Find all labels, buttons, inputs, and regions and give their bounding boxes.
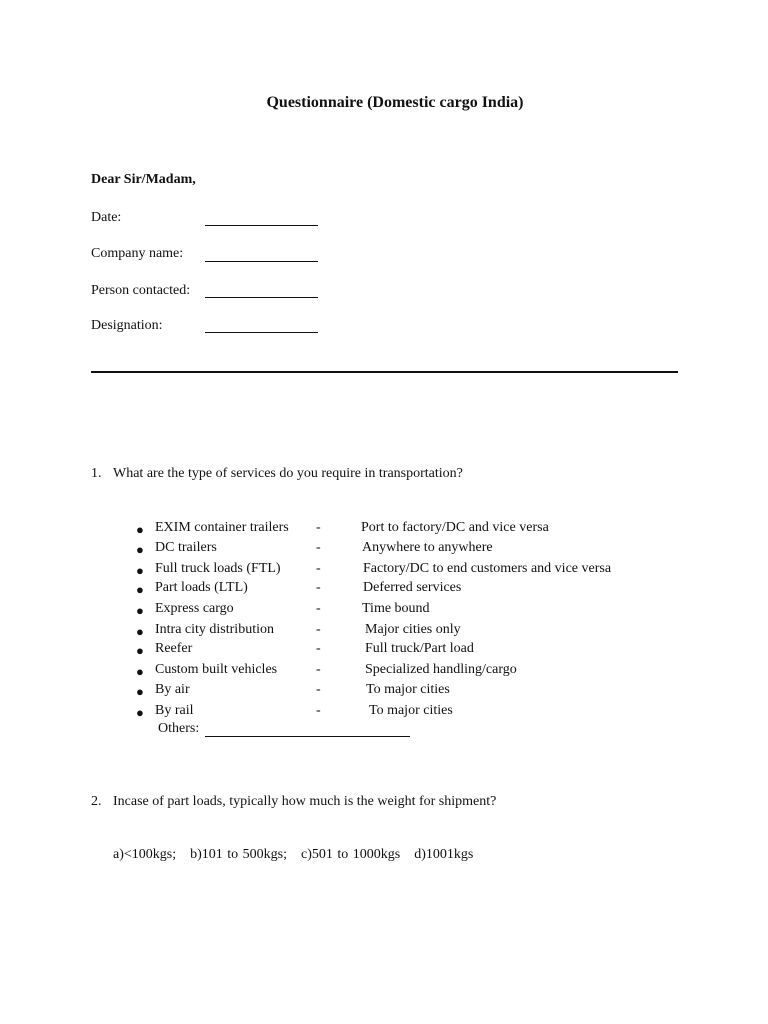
service-dash: - [316,641,321,656]
service-description: To major cities [366,682,450,697]
others-label: Others: [158,721,200,736]
service-dash: - [316,540,321,555]
question-1-number: 1. [91,466,102,481]
service-name: EXIM container trailers [155,520,289,535]
service-dash: - [316,662,321,677]
service-description: To major cities [369,703,453,718]
service-dash: - [316,601,321,616]
service-description: Anywhere to anywhere [362,540,493,555]
page-title: Questionnaire (Domestic cargo India) [266,94,524,111]
service-dash: - [316,520,321,535]
bullet-icon: ● [136,705,144,720]
question-1-text: What are the type of services do you require in transportation? [113,466,463,481]
bullet-icon: ● [136,643,144,658]
bullet-icon: ● [136,684,144,699]
service-dash: - [316,682,321,697]
bullet-icon: ● [136,542,144,557]
company-name-field-line[interactable] [205,261,318,262]
date-label: Date: [91,210,122,225]
question-2-text: Incase of part loads, typically how much is the weight for shipment? [113,794,497,809]
service-name: Intra city distribution [155,622,274,637]
option-d[interactable]: d)1001kgs [414,847,474,862]
company-name-label: Company name: [91,246,184,261]
service-dash: - [316,622,321,637]
bullet-icon: ● [136,563,144,578]
service-name: Express cargo [155,601,234,616]
service-description: Port to factory/DC and vice versa [361,520,549,535]
option-b[interactable]: b)101 to 500kgs; [190,847,287,862]
bullet-icon: ● [136,603,144,618]
service-name: By rail [155,703,194,718]
service-name: Part loads (LTL) [155,580,248,595]
service-description: Deferred services [363,580,462,595]
date-field-line[interactable] [205,225,318,226]
greeting: Dear Sir/Madam, [91,172,196,187]
designation-field-line[interactable] [205,332,318,333]
service-name: By air [155,682,190,697]
question-2-number: 2. [91,794,102,809]
service-description: Major cities only [365,622,461,637]
service-description: Factory/DC to end customers and vice versa [363,561,612,576]
bullet-icon: ● [136,522,144,537]
others-field-line[interactable] [205,736,410,737]
option-a[interactable]: a)<100kgs; [113,847,177,862]
section-divider [91,371,678,373]
option-c[interactable]: c)501 to 1000kgs [301,847,401,862]
service-description: Time bound [362,601,430,616]
service-description: Full truck/Part load [365,641,474,656]
designation-label: Designation: [91,318,163,333]
bullet-icon: ● [136,624,144,639]
service-name: DC trailers [155,540,217,555]
service-name: Full truck loads (FTL) [155,561,281,576]
person-contacted-field-line[interactable] [205,297,318,298]
service-dash: - [316,703,321,718]
service-name: Custom built vehicles [155,662,278,677]
service-name: Reefer [155,641,193,656]
bullet-icon: ● [136,582,144,597]
weight-options [113,847,487,863]
service-dash: - [316,561,321,576]
person-contacted-label: Person contacted: [91,283,191,298]
bullet-icon: ● [136,664,144,679]
service-description: Specialized handling/cargo [365,662,517,677]
service-dash: - [316,580,321,595]
